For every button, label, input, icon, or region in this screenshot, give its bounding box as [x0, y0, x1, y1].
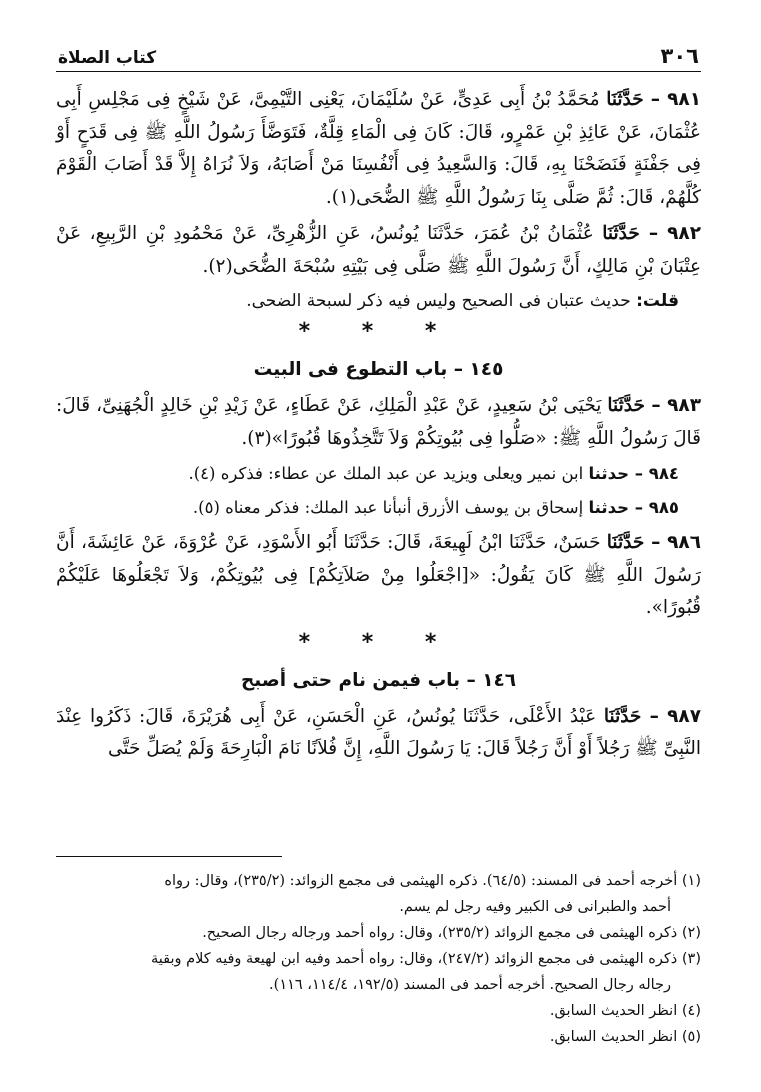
hadith-number: ٩٨٤ –	[629, 464, 679, 483]
hadith-text: مُحَمَّدُ بْنُ أَبِى عَدِىٍّ، عَنْ سُلَيْمَانَ، يَعْنِى التَّيْمِىَّ، عَنْ شَيْخٍ فِى مَجْلِسِ أَبِى عُثْمَانَ، عَنْ عَائِذِ بْنِ عَمْرٍو، قَالَ: كَانَ فِى الْمَاءِ قِلَّةٌ، فَتَوَضَّأَ رَسُولُ اللَّهِ ﷺ فِى قَدَحٍ أَوْ فِى جَفْنَةٍ فَنَضَحْنَا بِهِ، قَالَ: وَالسَّعِيدُ فِى أَنْفُسِنَا مَنْ أَصَابَهُ، وَلاَ نُرَاهُ إِلاَّ قَدْ أَصَابَ الْقَوْمَ كُلَّهُمْ، قَالَ: ثُمَّ صَلَّى بِنَا رَسُولُ اللَّهِ ﷺ الضُّحَى(١).	[56, 89, 701, 208]
section-separator: * * *	[298, 629, 459, 655]
hadith-number: ٩٨٣ –	[644, 395, 701, 416]
chapter-heading-145: ١٤٥ – باب التطوع فى البيت	[253, 359, 504, 380]
footnote-number: (١)	[681, 873, 701, 889]
haddathana: حَدَّثَنَا	[603, 705, 642, 727]
hadith-text: عَبْدُ الأَعْلَى، حَدَّثَنَا يُونُسُ، عَنِ الْحَسَنِ، عَنْ أَبِى هُرَيْرَةَ، قَالَ: ذَكَرُوا عِنْدَ النَّبِىِّ ﷺ رَجُلاً أَوْ أَنَّ رَجُلاً قَالَ: يَا رَسُولَ اللَّهِ، إِنَّ فُلاَنًا نَامَ الْبَارِحَةَ وَلَمْ يُصَلِّ حَتَّى	[56, 705, 701, 759]
hadith-983	[56, 390, 701, 455]
footnote-number: (٥)	[681, 1029, 701, 1045]
footnote-text: أخرجه أحمد فى المسند: (٦٤/٥). ذكره الهيثمى فى مجمع الزوائد: (٢٣٥/٢)، وقال: رواه	[164, 873, 682, 889]
haddathana: حدثنا	[588, 498, 630, 517]
footnote-text: انظر الحديث السابق.	[549, 1003, 682, 1019]
hadith-987	[56, 701, 701, 766]
hadith-number: ٩٨١ –	[643, 89, 701, 110]
hadith-number: ٩٨٦ –	[644, 532, 701, 553]
hadith-number: ٩٨٧ –	[641, 705, 701, 727]
footnote-number: (٣)	[681, 951, 701, 967]
haddathana: حَدَّثَنَا	[606, 532, 645, 553]
hadith-text: ابن نمير ويعلى ويزيد عن عبد الملك عن عطاء: فذكره (٤).	[188, 464, 589, 483]
footnote-3-cont: رجاله رجال الصحيح. أخرجه أحمد فى المسند (١٩٢/٥، ١١٤/٤، ١١٦).	[269, 977, 671, 993]
book-title: كتاب الصلاة	[58, 48, 157, 68]
footnote-2	[56, 920, 701, 946]
hadith-981	[56, 84, 701, 214]
footnote-number: (٤)	[681, 1003, 701, 1019]
page-header	[56, 40, 701, 72]
footnote-text: ذكره الهيثمى فى مجمع الزوائد (٢٣٥/٢)، وقال: رواه أحمد ورجاله رجال الصحيح.	[202, 925, 682, 941]
footnote-text: انظر الحديث السابق.	[549, 1029, 682, 1045]
hadith-text: إسحاق بن يوسف الأزرق أنبأنا عبد الملك: فذكر معناه (٥).	[192, 498, 589, 517]
hadith-text: عُثْمَانُ بْنُ عُمَرَ، حَدَّثَنَا يُونُسُ، عَنِ الزُّهْرِىِّ، عَنْ مَحْمُودِ بْنِ الرَّبِيعِ، عَنْ عِتْبَانَ بْنِ مَالِكٍ، أَنَّ رَسُولَ اللَّهِ ﷺ صَلَّى فِى بَيْتِهِ سُبْحَةَ الضُّحَى(٢).	[56, 223, 701, 277]
haddathana: حَدَّثَنَا	[606, 89, 644, 110]
footnote-5	[56, 1024, 701, 1050]
qult-label: قلت:	[636, 291, 679, 311]
footnote-3	[56, 946, 701, 972]
section-separator: * * *	[298, 319, 459, 344]
book-page	[56, 40, 701, 1045]
hadith-number: ٩٨٢ –	[639, 223, 701, 244]
chapter-heading-146: ١٤٦ – باب فيمن نام حتى أصبح	[240, 669, 517, 691]
hadith-text: حَسَنٌ، حَدَّثَنَا ابْنُ لَهِيعَةَ، قَالَ: حَدَّثَنَا أَبُو الأَسْوَدِ، عَنْ عُرْوَةَ، عَنْ عَائِشَةَ، أَنَّ رَسُولَ اللَّهِ ﷺ كَانَ يَقُولُ: «[اجْعَلُوا مِنْ صَلاَتِكُمْ] فِى بُيُوتِكُمْ، وَلاَ تَجْعَلُوهَا عَلَيْكُمْ قُبُورًا».	[56, 532, 701, 618]
footnote-number: (٢)	[681, 925, 701, 941]
qult-text: حديث عتبان فى الصحيح وليس فيه ذكر لسبحة الضحى.	[246, 291, 637, 311]
page-number: ٣٠٦	[660, 44, 699, 68]
qult-note	[56, 287, 701, 316]
footnote-1	[56, 868, 701, 894]
haddathana: حدثنا	[588, 464, 630, 483]
footnotes	[56, 856, 701, 1050]
hadith-982	[56, 218, 701, 283]
hadith-984	[56, 459, 701, 489]
hadith-986	[56, 527, 701, 625]
footnote-text: ذكره الهيثمى فى مجمع الزوائد (٢٤٧/٢)، وقال: رواه أحمد وفيه ابن لهيعة وفيه كلام وبقية	[151, 951, 682, 967]
main-text	[56, 84, 701, 766]
hadith-text: يَحْيَى بْنُ سَعِيدٍ، عَنْ عَبْدِ الْمَلِكِ، عَنْ عَطَاءٍ، عَنْ زَيْدِ بْنِ خَالِدٍ الْجُهَنِىِّ، قَالَ: قَالَ رَسُولُ اللَّهِ ﷺ: «صَلُّوا فِى بُيُوتِكُمْ وَلاَ تَتَّخِذُوهَا قُبُورًا»(٣).	[56, 395, 701, 449]
hadith-number: ٩٨٥ –	[629, 498, 679, 517]
footnote-1-cont: أحمد والطبرانى فى الكبير وفيه رجل لم يسم.	[399, 899, 671, 915]
footnote-rule	[56, 856, 282, 857]
haddathana: حَدَّثَنَا	[607, 395, 645, 416]
footnote-4	[56, 998, 701, 1024]
hadith-985	[56, 493, 701, 523]
haddathana: حَدَّثَنَا	[602, 223, 640, 244]
